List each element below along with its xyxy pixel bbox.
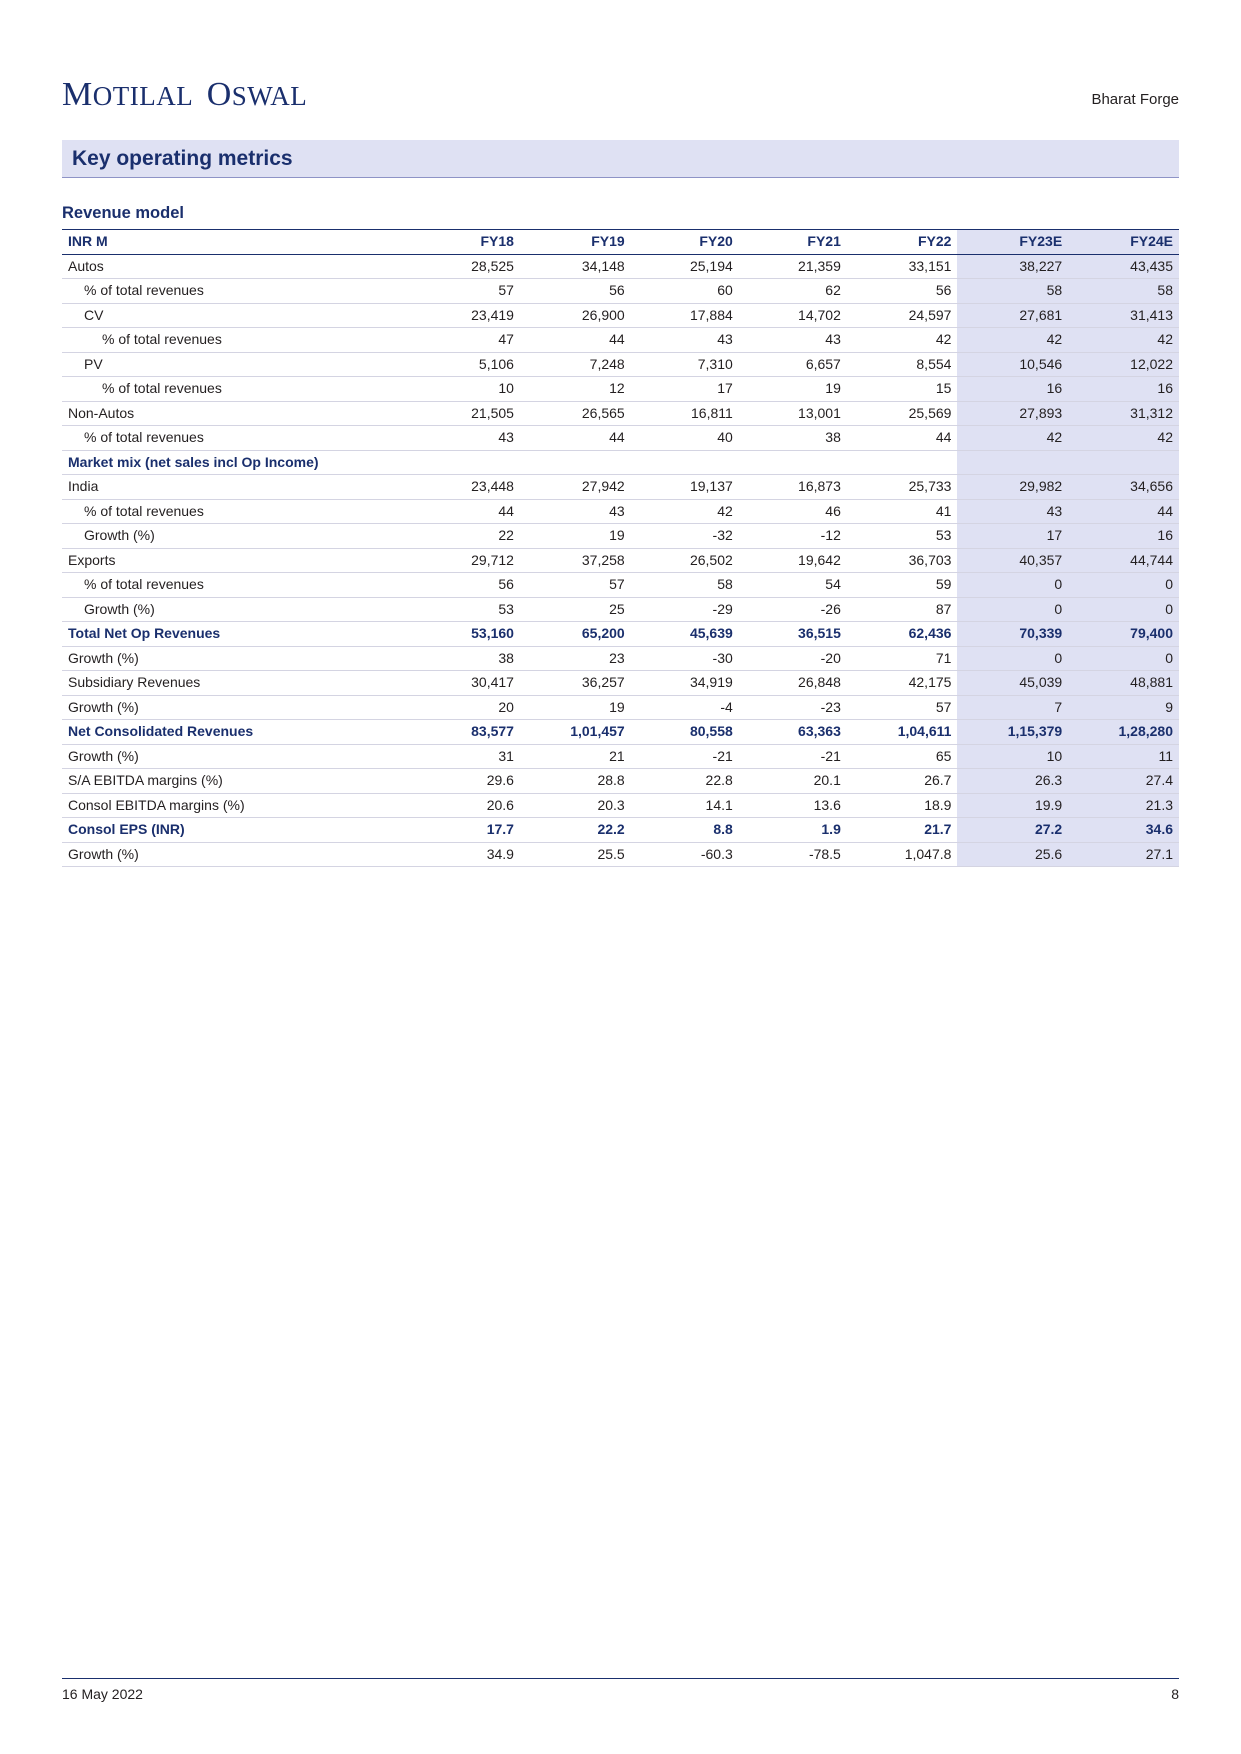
table-row bbox=[62, 499, 1179, 524]
cell-fy22: 25,569 bbox=[847, 401, 958, 426]
row-spacer bbox=[412, 450, 958, 475]
row-label: India bbox=[62, 475, 412, 500]
cell-fy22: 57 bbox=[847, 695, 958, 720]
row-label: % of total revenues bbox=[62, 279, 412, 304]
cell-fy21: 6,657 bbox=[739, 352, 847, 377]
cell-fy19: 56 bbox=[520, 279, 631, 304]
cell-fy22: 65 bbox=[847, 744, 958, 769]
cell-fy21: 14,702 bbox=[739, 303, 847, 328]
row-spacer-estimate bbox=[957, 450, 1179, 475]
table-row bbox=[62, 475, 1179, 500]
cell-fy22: 53 bbox=[847, 524, 958, 549]
table-row bbox=[62, 450, 1179, 475]
cell-fy21: -21 bbox=[739, 744, 847, 769]
cell-fy18: 22 bbox=[412, 524, 520, 549]
cell-fy23e: 7 bbox=[957, 695, 1068, 720]
cell-fy18: 23,448 bbox=[412, 475, 520, 500]
cell-fy24e: 27.1 bbox=[1068, 842, 1179, 867]
cell-fy22: 36,703 bbox=[847, 548, 958, 573]
cell-fy19: 65,200 bbox=[520, 622, 631, 647]
cell-fy20: -29 bbox=[631, 597, 739, 622]
cell-fy21: 19,642 bbox=[739, 548, 847, 573]
cell-fy20: 16,811 bbox=[631, 401, 739, 426]
cell-fy22: 59 bbox=[847, 573, 958, 598]
cell-fy18: 29.6 bbox=[412, 769, 520, 794]
cell-fy23e: 26.3 bbox=[957, 769, 1068, 794]
row-label: Exports bbox=[62, 548, 412, 573]
table-title: Revenue model bbox=[62, 204, 184, 222]
table-row bbox=[62, 793, 1179, 818]
revenue-model-table bbox=[62, 229, 1179, 867]
row-label: % of total revenues bbox=[62, 426, 412, 451]
cell-fy21: -26 bbox=[739, 597, 847, 622]
cell-fy22: 62,436 bbox=[847, 622, 958, 647]
cell-fy21: 26,848 bbox=[739, 671, 847, 696]
cell-fy20: 42 bbox=[631, 499, 739, 524]
table-row bbox=[62, 622, 1179, 647]
table-row bbox=[62, 352, 1179, 377]
cell-fy24e: 16 bbox=[1068, 377, 1179, 402]
cell-fy19: 44 bbox=[520, 426, 631, 451]
table-row bbox=[62, 548, 1179, 573]
cell-fy19: 12 bbox=[520, 377, 631, 402]
cell-fy18: 30,417 bbox=[412, 671, 520, 696]
row-label: Growth (%) bbox=[62, 695, 412, 720]
cell-fy18: 17.7 bbox=[412, 818, 520, 843]
cell-fy23e: 16 bbox=[957, 377, 1068, 402]
table-row bbox=[62, 720, 1179, 745]
cell-fy23e: 38,227 bbox=[957, 254, 1068, 279]
cell-fy21: 1.9 bbox=[739, 818, 847, 843]
cell-fy18: 43 bbox=[412, 426, 520, 451]
cell-fy19: 25 bbox=[520, 597, 631, 622]
cell-fy19: 25.5 bbox=[520, 842, 631, 867]
row-label: % of total revenues bbox=[62, 377, 412, 402]
cell-fy20: 17 bbox=[631, 377, 739, 402]
cell-fy20: 25,194 bbox=[631, 254, 739, 279]
cell-fy22: 1,047.8 bbox=[847, 842, 958, 867]
cell-fy20: 22.8 bbox=[631, 769, 739, 794]
table-row bbox=[62, 769, 1179, 794]
cell-fy18: 44 bbox=[412, 499, 520, 524]
page-header bbox=[62, 56, 1179, 112]
cell-fy20: 14.1 bbox=[631, 793, 739, 818]
cell-fy19: 27,942 bbox=[520, 475, 631, 500]
cell-fy22: 15 bbox=[847, 377, 958, 402]
row-label: CV bbox=[62, 303, 412, 328]
cell-fy22: 44 bbox=[847, 426, 958, 451]
row-label: Subsidiary Revenues bbox=[62, 671, 412, 696]
cell-fy21: 16,873 bbox=[739, 475, 847, 500]
table-row bbox=[62, 573, 1179, 598]
cell-fy23e: 0 bbox=[957, 573, 1068, 598]
cell-fy19: 34,148 bbox=[520, 254, 631, 279]
cell-fy24e: 11 bbox=[1068, 744, 1179, 769]
table-row bbox=[62, 818, 1179, 843]
table-header-row bbox=[62, 230, 1179, 255]
cell-fy20: -30 bbox=[631, 646, 739, 671]
cell-fy22: 71 bbox=[847, 646, 958, 671]
column-header-fy24e: FY24E bbox=[1068, 230, 1179, 255]
row-label: Market mix (net sales incl Op Income) bbox=[62, 450, 412, 475]
cell-fy18: 53 bbox=[412, 597, 520, 622]
cell-fy21: 36,515 bbox=[739, 622, 847, 647]
cell-fy23e: 27,681 bbox=[957, 303, 1068, 328]
table-row bbox=[62, 744, 1179, 769]
cell-fy19: 44 bbox=[520, 328, 631, 353]
cell-fy22: 18.9 bbox=[847, 793, 958, 818]
cell-fy24e: 42 bbox=[1068, 328, 1179, 353]
cell-fy20: 40 bbox=[631, 426, 739, 451]
cell-fy21: 63,363 bbox=[739, 720, 847, 745]
table-row bbox=[62, 646, 1179, 671]
cell-fy20: 26,502 bbox=[631, 548, 739, 573]
row-label: Total Net Op Revenues bbox=[62, 622, 412, 647]
cell-fy21: 13.6 bbox=[739, 793, 847, 818]
column-header-fy19: FY19 bbox=[520, 230, 631, 255]
cell-fy24e: 48,881 bbox=[1068, 671, 1179, 696]
row-label: Growth (%) bbox=[62, 646, 412, 671]
cell-fy24e: 58 bbox=[1068, 279, 1179, 304]
cell-fy22: 56 bbox=[847, 279, 958, 304]
cell-fy20: -21 bbox=[631, 744, 739, 769]
cell-fy21: 46 bbox=[739, 499, 847, 524]
cell-fy24e: 31,312 bbox=[1068, 401, 1179, 426]
cell-fy22: 1,04,611 bbox=[847, 720, 958, 745]
logo-main-text: OTILAL bbox=[92, 81, 193, 111]
cell-fy22: 42,175 bbox=[847, 671, 958, 696]
cell-fy19: 20.3 bbox=[520, 793, 631, 818]
cell-fy18: 20.6 bbox=[412, 793, 520, 818]
cell-fy19: 57 bbox=[520, 573, 631, 598]
cell-fy24e: 31,413 bbox=[1068, 303, 1179, 328]
cell-fy22: 33,151 bbox=[847, 254, 958, 279]
cell-fy21: -23 bbox=[739, 695, 847, 720]
cell-fy20: 19,137 bbox=[631, 475, 739, 500]
table-row bbox=[62, 303, 1179, 328]
page-title: Key operating metrics bbox=[72, 146, 293, 170]
table-row bbox=[62, 671, 1179, 696]
cell-fy23e: 17 bbox=[957, 524, 1068, 549]
cell-fy18: 10 bbox=[412, 377, 520, 402]
cell-fy19: 43 bbox=[520, 499, 631, 524]
cell-fy21: 54 bbox=[739, 573, 847, 598]
row-label: Autos bbox=[62, 254, 412, 279]
column-header-fy20: FY20 bbox=[631, 230, 739, 255]
cell-fy23e: 43 bbox=[957, 499, 1068, 524]
cell-fy24e: 0 bbox=[1068, 597, 1179, 622]
cell-fy24e: 0 bbox=[1068, 646, 1179, 671]
cell-fy18: 31 bbox=[412, 744, 520, 769]
cell-fy21: 13,001 bbox=[739, 401, 847, 426]
cell-fy19: 7,248 bbox=[520, 352, 631, 377]
cell-fy24e: 27.4 bbox=[1068, 769, 1179, 794]
company-name: Bharat Forge bbox=[1091, 91, 1179, 108]
cell-fy21: 62 bbox=[739, 279, 847, 304]
table-row bbox=[62, 597, 1179, 622]
cell-fy24e: 79,400 bbox=[1068, 622, 1179, 647]
cell-fy22: 26.7 bbox=[847, 769, 958, 794]
row-label: Non-Autos bbox=[62, 401, 412, 426]
row-label: PV bbox=[62, 352, 412, 377]
cell-fy22: 87 bbox=[847, 597, 958, 622]
cell-fy22: 42 bbox=[847, 328, 958, 353]
column-header-fy23e: FY23E bbox=[957, 230, 1068, 255]
cell-fy24e: 16 bbox=[1068, 524, 1179, 549]
cell-fy22: 21.7 bbox=[847, 818, 958, 843]
cell-fy18: 83,577 bbox=[412, 720, 520, 745]
cell-fy24e: 12,022 bbox=[1068, 352, 1179, 377]
table-row bbox=[62, 377, 1179, 402]
cell-fy23e: 0 bbox=[957, 646, 1068, 671]
row-label: Consol EBITDA margins (%) bbox=[62, 793, 412, 818]
cell-fy23e: 0 bbox=[957, 597, 1068, 622]
row-label: S/A EBITDA margins (%) bbox=[62, 769, 412, 794]
table-row bbox=[62, 401, 1179, 426]
cell-fy20: 43 bbox=[631, 328, 739, 353]
row-label: Growth (%) bbox=[62, 524, 412, 549]
cell-fy24e: 9 bbox=[1068, 695, 1179, 720]
cell-fy22: 8,554 bbox=[847, 352, 958, 377]
cell-fy24e: 44 bbox=[1068, 499, 1179, 524]
logo-second-text: SWAL bbox=[231, 81, 308, 111]
cell-fy23e: 45,039 bbox=[957, 671, 1068, 696]
row-label: % of total revenues bbox=[62, 499, 412, 524]
cell-fy18: 56 bbox=[412, 573, 520, 598]
cell-fy23e: 1,15,379 bbox=[957, 720, 1068, 745]
table-row bbox=[62, 254, 1179, 279]
cell-fy24e: 34,656 bbox=[1068, 475, 1179, 500]
cell-fy18: 20 bbox=[412, 695, 520, 720]
table-row bbox=[62, 695, 1179, 720]
column-header-fy22: FY22 bbox=[847, 230, 958, 255]
cell-fy21: -12 bbox=[739, 524, 847, 549]
cell-fy19: 23 bbox=[520, 646, 631, 671]
table-row bbox=[62, 426, 1179, 451]
row-label: Consol EPS (INR) bbox=[62, 818, 412, 843]
table-body bbox=[62, 254, 1179, 867]
row-label: Growth (%) bbox=[62, 842, 412, 867]
cell-fy23e: 25.6 bbox=[957, 842, 1068, 867]
cell-fy19: 28.8 bbox=[520, 769, 631, 794]
row-label: % of total revenues bbox=[62, 328, 412, 353]
cell-fy19: 19 bbox=[520, 524, 631, 549]
cell-fy19: 1,01,457 bbox=[520, 720, 631, 745]
cell-fy21: -78.5 bbox=[739, 842, 847, 867]
table-row bbox=[62, 842, 1179, 867]
cell-fy22: 24,597 bbox=[847, 303, 958, 328]
cell-fy23e: 27.2 bbox=[957, 818, 1068, 843]
cell-fy19: 26,900 bbox=[520, 303, 631, 328]
cell-fy24e: 42 bbox=[1068, 426, 1179, 451]
cell-fy23e: 29,982 bbox=[957, 475, 1068, 500]
cell-fy20: 17,884 bbox=[631, 303, 739, 328]
cell-fy21: 38 bbox=[739, 426, 847, 451]
cell-fy21: 20.1 bbox=[739, 769, 847, 794]
cell-fy23e: 40,357 bbox=[957, 548, 1068, 573]
table-row bbox=[62, 524, 1179, 549]
cell-fy22: 41 bbox=[847, 499, 958, 524]
cell-fy23e: 10,546 bbox=[957, 352, 1068, 377]
cell-fy24e: 34.6 bbox=[1068, 818, 1179, 843]
column-header-label: INR M bbox=[62, 230, 412, 255]
row-label: Net Consolidated Revenues bbox=[62, 720, 412, 745]
cell-fy24e: 44,744 bbox=[1068, 548, 1179, 573]
cell-fy21: 21,359 bbox=[739, 254, 847, 279]
cell-fy18: 5,106 bbox=[412, 352, 520, 377]
cell-fy23e: 27,893 bbox=[957, 401, 1068, 426]
footer-date: 16 May 2022 bbox=[62, 1686, 143, 1702]
cell-fy21: 43 bbox=[739, 328, 847, 353]
page-footer bbox=[62, 1678, 1179, 1702]
cell-fy18: 23,419 bbox=[412, 303, 520, 328]
cell-fy18: 29,712 bbox=[412, 548, 520, 573]
cell-fy19: 19 bbox=[520, 695, 631, 720]
cell-fy23e: 58 bbox=[957, 279, 1068, 304]
cell-fy20: 34,919 bbox=[631, 671, 739, 696]
cell-fy20: 60 bbox=[631, 279, 739, 304]
cell-fy19: 21 bbox=[520, 744, 631, 769]
table-row bbox=[62, 328, 1179, 353]
cell-fy19: 36,257 bbox=[520, 671, 631, 696]
row-label: Growth (%) bbox=[62, 744, 412, 769]
cell-fy21: -20 bbox=[739, 646, 847, 671]
cell-fy20: 58 bbox=[631, 573, 739, 598]
cell-fy18: 34.9 bbox=[412, 842, 520, 867]
cell-fy20: -32 bbox=[631, 524, 739, 549]
cell-fy20: 8.8 bbox=[631, 818, 739, 843]
row-label: % of total revenues bbox=[62, 573, 412, 598]
cell-fy18: 38 bbox=[412, 646, 520, 671]
motilal-oswal-logo: MOTILAL OSWAL bbox=[62, 76, 308, 113]
cell-fy23e: 10 bbox=[957, 744, 1068, 769]
cell-fy20: -60.3 bbox=[631, 842, 739, 867]
cell-fy24e: 0 bbox=[1068, 573, 1179, 598]
cell-fy18: 28,525 bbox=[412, 254, 520, 279]
cell-fy18: 21,505 bbox=[412, 401, 520, 426]
cell-fy20: 80,558 bbox=[631, 720, 739, 745]
cell-fy23e: 42 bbox=[957, 426, 1068, 451]
cell-fy20: 7,310 bbox=[631, 352, 739, 377]
footer-page-number: 8 bbox=[1171, 1686, 1179, 1702]
cell-fy20: -4 bbox=[631, 695, 739, 720]
cell-fy18: 53,160 bbox=[412, 622, 520, 647]
row-label: Growth (%) bbox=[62, 597, 412, 622]
cell-fy18: 47 bbox=[412, 328, 520, 353]
cell-fy19: 22.2 bbox=[520, 818, 631, 843]
section-title-bar bbox=[62, 140, 1179, 178]
cell-fy23e: 19.9 bbox=[957, 793, 1068, 818]
cell-fy20: 45,639 bbox=[631, 622, 739, 647]
column-header-fy21: FY21 bbox=[739, 230, 847, 255]
table-row bbox=[62, 279, 1179, 304]
cell-fy23e: 70,339 bbox=[957, 622, 1068, 647]
cell-fy24e: 1,28,280 bbox=[1068, 720, 1179, 745]
cell-fy18: 57 bbox=[412, 279, 520, 304]
cell-fy24e: 43,435 bbox=[1068, 254, 1179, 279]
cell-fy22: 25,733 bbox=[847, 475, 958, 500]
cell-fy19: 26,565 bbox=[520, 401, 631, 426]
cell-fy24e: 21.3 bbox=[1068, 793, 1179, 818]
cell-fy23e: 42 bbox=[957, 328, 1068, 353]
column-header-fy18: FY18 bbox=[412, 230, 520, 255]
cell-fy19: 37,258 bbox=[520, 548, 631, 573]
cell-fy21: 19 bbox=[739, 377, 847, 402]
